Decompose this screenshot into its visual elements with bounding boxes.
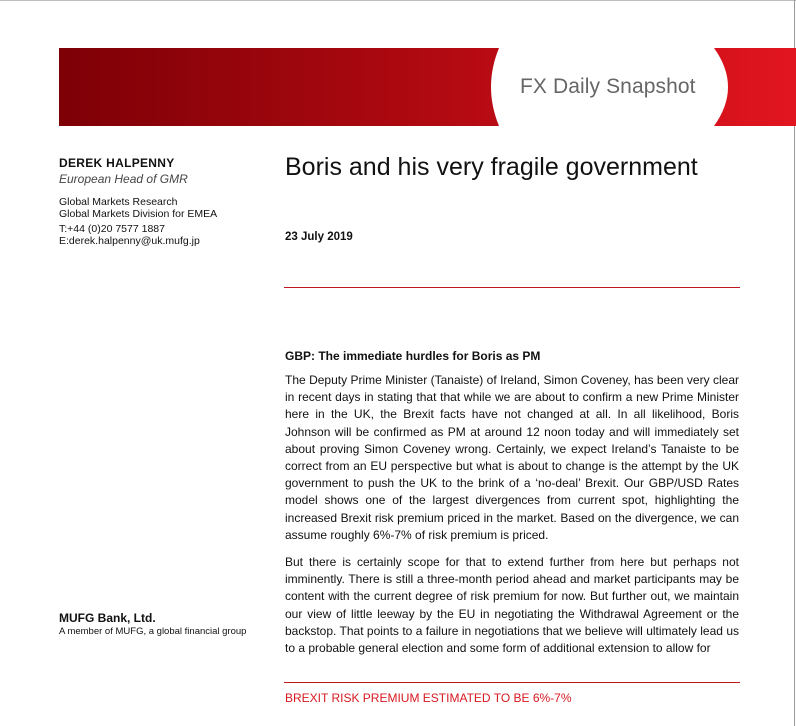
header-divider [284, 287, 740, 288]
article-headline: Boris and his very fragile government [285, 153, 698, 181]
company-name: MUFG Bank, Ltd. [59, 611, 156, 625]
author-phone: T:+44 (0)20 7577 1887 [59, 223, 165, 235]
author-division: Global Markets Division for EMEA [59, 208, 218, 220]
pull-quote: BREXIT RISK PREMIUM ESTIMATED TO BE 6%-7% [285, 691, 572, 705]
author-email[interactable]: E:derek.halpenny@uk.mufg.jp [59, 235, 200, 247]
section-heading: GBP: The immediate hurdles for Boris as PM [285, 349, 541, 363]
company-subtitle: A member of MUFG, a global financial group [59, 626, 247, 637]
pull-quote-divider [284, 682, 740, 683]
body-paragraph: But there is certainly scope for that to extend further from here but perhaps not imminently. There is still a three-month period ahead and market participants may be content with the current degree of risk premium for now. But further out, we maintain our view of little leeway by the EU in negotiating the Withdrawal Agreement or the backstop. That points to a failure in negotiations that we believe will ultimately lead us to a probable general election and some form of additional extension to allow for [285, 555, 739, 656]
author-name: DEREK HALPENNY [59, 156, 175, 170]
body-paragraph: The Deputy Prime Minister (Tanaiste) of Ireland, Simon Coveney, has been very clear in recent days in stating that that while we are about to confirm a new Prime Minister here in the UK, the Brexit facts have not changed at all. In all likelihood, Boris Johnson will be confirmed as PM at around 12 noon today and will immediately set about proving Simon Coveney wrong. Certainly, we expect Ireland’s Tanaiste to be correct from an EU perspective but what is about to change is the attempt by the UK government to push the UK to the brink of a ‘no-deal’ Brexit. Our GBP/USD Rates model shows one of the largest divergences from current spot, highlighting the increased Brexit risk premium priced in the market. Based on the divergence, we can assume roughly 6%-7% of risk premium is priced. [285, 373, 739, 542]
author-department: Global Markets Research [59, 196, 178, 208]
page-top-border [0, 0, 796, 1]
article-date: 23 July 2019 [285, 231, 353, 243]
author-role: European Head of GMR [59, 172, 188, 186]
banner-title: FX Daily Snapshot [520, 75, 696, 98]
